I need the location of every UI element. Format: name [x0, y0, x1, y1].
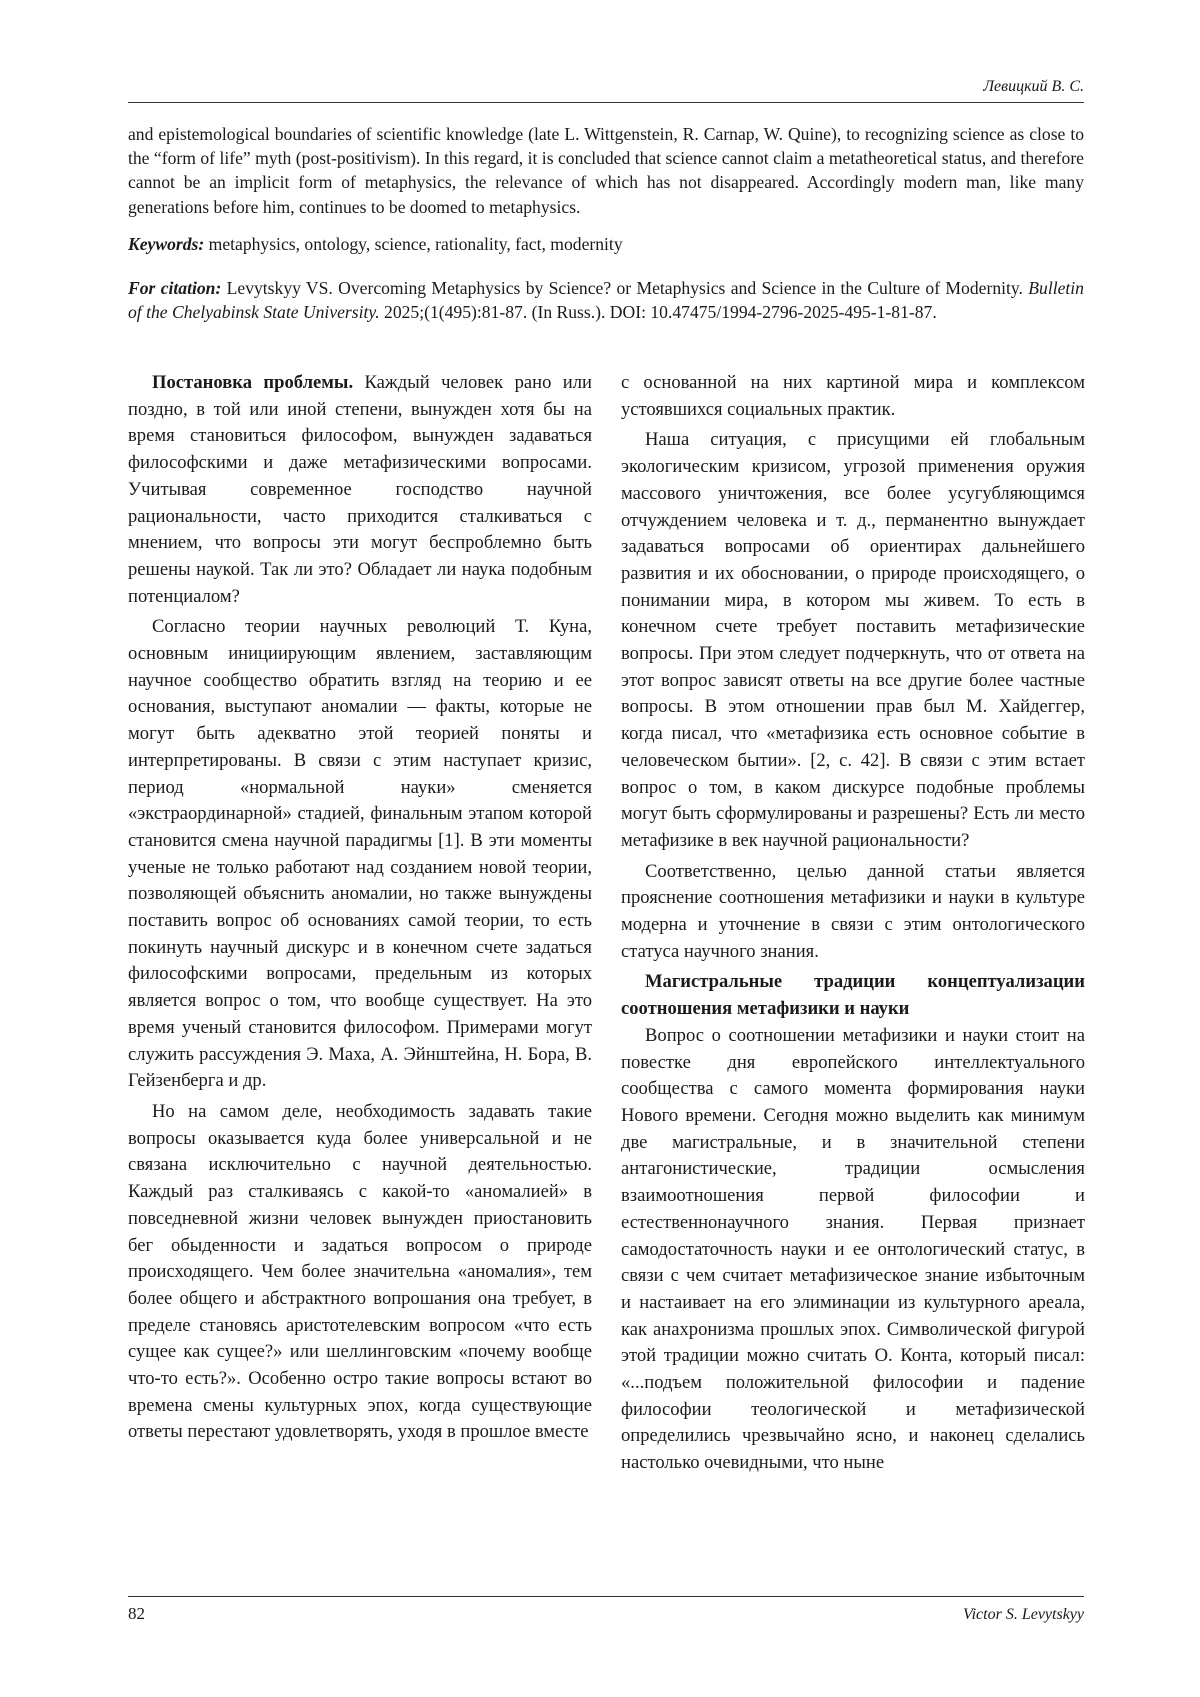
footer-rule	[128, 1596, 1084, 1597]
keywords-text: metaphysics, ontology, science, rationality, fact, modernity	[204, 234, 623, 254]
citation-label: For citation:	[128, 278, 222, 298]
keywords-label: Keywords:	[128, 234, 205, 254]
paragraph-traditions: Вопрос о соотношении метафизики и науки стоит на повестке дня европейского интеллектуального сообщества с самого момента формирования науки Нового времени. Сегодня можно выделить как минимум две магистральные, и в значительной степени антагонистические, традиции осмысления взаимоотношения первой философии и естественнонаучного знания. Первая признает самодостаточность науки и ее онтологический статус, в связи с чем считает метафизическое знание избыточным и настаивает на его элиминации из культурного ареала, как анахронизма прошлых эпох. Символической фигурой этой традиции можно считать О. Конта, который писал: «...подъем положительной философии и падение философии теологической и метафизической определились чрезвычайно ясно, и наконец сделались настолько очевидными, что ныне	[621, 1024, 1085, 1474]
keywords	[128, 232, 1084, 256]
abstract	[128, 122, 1084, 219]
header-rule	[128, 102, 1084, 103]
left-column	[128, 370, 592, 1450]
citation	[128, 276, 1084, 324]
paragraph-situation: Наша ситуация, с присущими ей глобальным экологическим кризисом, угрозой применения оружия массового уничтожения, все более усугубляющимся отчуждением человека и т. д., перманентно вынуждает задаваться вопросами об ориентирах дальнейшего развития и их обосновании, о природе происходящего, о понимании мира, в котором мы живем. То есть в конечном счете требует поставить метафизические вопросы. При этом следует подчеркнуть, что от ответа на этот вопрос зависят ответы на все другие более частные вопросы. В этом отношении прав был М. Хайдеггер, когда писал, что «метафизика есть основное событие в человеческом бытии». [2, с. 42]. В связи с этим встает вопрос о том, в каком дискурсе подобные проблемы могут быть сформулированы и разрешены? Есть ли место метафизике в век научной рациональности?	[621, 429, 1085, 851]
paragraph-problem-statement	[128, 370, 592, 610]
citation-text-after: 2025;(1(495):81-87. (In Russ.). DOI: 10.47475/1994-2796-2025-495-1-81-87.	[379, 302, 937, 323]
paragraph-anomaly: Но на самом деле, необходимость задавать такие вопросы оказывается куда более универсальной и не связана исключительно с научной деятельностью. Каждый раз сталкиваясь с какой-то «аномалией» в повседневной жизни человек вынужден приостановить бег обыденности и задаться вопросом о природе происходящего. Чем более значительна «аномалия», тем более общего и абстрактного вопрошания она требует, в пределе становясь аристотелевским вопросом «что есть сущее как сущее?» или шеллинговским «почему вообще что-то есть?». Особенно остро такие вопросы встают во времена смены культурных эпох, когда существующие ответы перестают удовлетворять, уходя в прошлое вместе	[128, 1100, 592, 1443]
paragraph-kuhn: Согласно теории научных революций Т. Куна, основным инициирующим явлением, заставляющим научное сообщество обратить взгляд на теорию и ее основания, выступают аномалии — факты, которые не могут быть адекватно этой теорией поняты и интерпретированы. В связи с этим наступает кризис, период «нормальной науки» сменяется «экстраординарной» стадией, финальным этапом которой становится смена научной парадигмы [1]. В эти моменты ученые не только работают над созданием новой теории, позволяющей объяснить аномалии, но также вынуждены поставить вопрос об основаниях самой теории, то есть покинуть научный дискурс и в конечном счете задаться философскими вопросами, предельным из которых является вопрос о том, что вообще существует. На это время ученый становится философом. Примерами могут служить рассуждения Э. Маха, А. Эйнштейна, Н. Бора, В. Гейзенберга и др.	[128, 616, 592, 1092]
citation-text-before: Levytskyy VS. Overcoming Metaphysics by Science? or Metaphysics and Science in the Culture of Modernity.	[221, 278, 1029, 298]
footer-author: Victor S. Levytskyy	[963, 1606, 1084, 1623]
section-heading: Магистральные традиции концептуализации соотношения метафизики и науки	[621, 971, 1085, 1020]
page-number: 82	[128, 1604, 145, 1623]
paragraph-text: Каждый человек рано или поздно, в той или иной степени, вынужден хотя бы на время становиться философом, вынужден задаваться философскими и даже метафизическими вопросами. Учитывая современное господство научной рациональности, часто приходится сталкиваться с мнением, что вопросы эти могут беспроблемно быть решены наукой. Так ли это? Обладает ли наука подобным потенциалом?	[128, 372, 592, 607]
running-head: Левицкий В. С.	[983, 78, 1084, 95]
paragraph-goal: Соответственно, целью данной статьи является прояснение соотношения метафизики и науки в культуре модерна и уточнение в связи с этим онтологического статуса научного знания.	[621, 860, 1085, 962]
section-runin-heading: Постановка проблемы.	[152, 372, 354, 393]
paragraph-continuation: с основанной на них картиной мира и комплексом устоявшихся социальных практик.	[621, 372, 1085, 420]
right-column	[621, 370, 1085, 1481]
abstract-text: and epistemological boundaries of scientific knowledge (late L. Wittgenstein, R. Carnap, W. Quine), to recognizing science as close to the “form of life” myth (post-positivism). In this regard, it is concluded that science cannot claim a metatheoretical status, and therefore cannot be an implicit form of metaphysics, the relevance of which has not disappeared. Accordingly modern man, like many generations before him, continues to be doomed to metaphysics.	[128, 124, 1084, 217]
citation-journal: Bulletin of the Chelyabinsk State University.	[128, 278, 1084, 323]
